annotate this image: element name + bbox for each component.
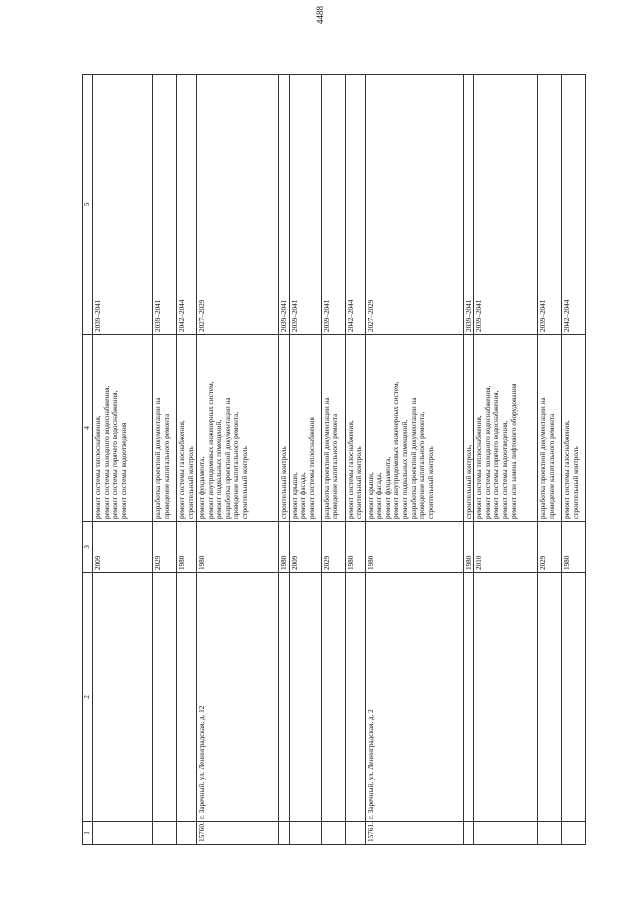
cell-c2 <box>538 573 562 822</box>
cell-c2: г. Заречный, ул. Ленинградская, д. 12 <box>197 573 279 822</box>
cell-c4: разработка проектной документации на проведение капитального ремонта <box>321 335 345 522</box>
table-row <box>463 75 474 845</box>
table-row <box>365 75 463 845</box>
cell-c2 <box>153 573 177 822</box>
header-row <box>83 75 93 845</box>
cell-c5: 2039–2041 <box>321 75 345 335</box>
cell-c5: 2042–2044 <box>345 75 365 335</box>
cell-c3: 1980 <box>365 522 463 573</box>
cell-c4: строительный контроль <box>279 335 290 522</box>
cell-c2 <box>279 573 290 822</box>
header-col-5: 5 <box>83 75 93 335</box>
repair-schedule-table <box>82 74 586 845</box>
table-body <box>93 75 586 845</box>
cell-c2 <box>474 573 538 822</box>
header-col-1: 1 <box>83 822 93 845</box>
cell-c3: 2029 <box>321 522 345 573</box>
cell-c1 <box>321 822 345 845</box>
table-row <box>538 75 562 845</box>
page-number: 4488 <box>315 6 325 24</box>
header-col-2: 2 <box>83 573 93 822</box>
header-col-4: 4 <box>83 335 93 522</box>
cell-c5: 2042–2044 <box>177 75 197 335</box>
cell-c1 <box>562 822 586 845</box>
cell-c1 <box>279 822 290 845</box>
cell-c5: 2039–2041 <box>153 75 177 335</box>
cell-c3: 1980 <box>279 522 290 573</box>
cell-c1 <box>538 822 562 845</box>
cell-c2 <box>177 573 197 822</box>
table-row <box>289 75 321 845</box>
cell-c4: ремонт крыши, ремонт фасада, ремонт фундамента, ремонт внутридомовых инженерных систем, ремонт подвальных помещений, разработка проектной документации на проведение капитального ремонта, строительный контроль <box>365 335 463 522</box>
cell-c2 <box>289 573 321 822</box>
cell-c4: ремонт системы теплоснабжения, ремонт системы холодного водоснабжения, ремонт системы горячего водоснабжения, ремонт системы водоотведения <box>93 335 153 522</box>
cell-c1: 15761. <box>365 822 463 845</box>
cell-c3: 1980 <box>345 522 365 573</box>
cell-c1 <box>153 822 177 845</box>
cell-c5: 2039–2041 <box>93 75 153 335</box>
cell-c2 <box>93 573 153 822</box>
cell-c1 <box>93 822 153 845</box>
table-row <box>153 75 177 845</box>
cell-c3: 2010 <box>474 522 538 573</box>
cell-c3: 1980 <box>562 522 586 573</box>
cell-c3: 2009 <box>289 522 321 573</box>
cell-c3: 2029 <box>153 522 177 573</box>
cell-c2 <box>321 573 345 822</box>
cell-c1: 15760. <box>197 822 279 845</box>
cell-c3: 1980 <box>177 522 197 573</box>
cell-c4: ремонт крыши, ремонт фасада, ремонт системы теплоснабжения <box>289 335 321 522</box>
page-number-area <box>0 6 640 28</box>
table-row <box>93 75 153 845</box>
cell-c2: г. Заречный, ул. Ленинградская, д. 2 <box>365 573 463 822</box>
cell-c1 <box>177 822 197 845</box>
cell-c4: ремонт фундамента, ремонт внутридомовых инженерных систем, ремонт подвальных помещений, разработка проектной документации на проведение капитального ремонта, строительный контроль <box>197 335 279 522</box>
cell-c1 <box>474 822 538 845</box>
table-row <box>562 75 586 845</box>
cell-c5: 2039–2041 <box>463 75 474 335</box>
cell-c4: ремонт системы теплоснабжения, ремонт системы холодного водоснабжения, ремонт системы горячего водоснабжения, ремонт системы водоотведения, ремонт или замена лифтового оборудования <box>474 335 538 522</box>
cell-c4: разработка проектной документации на проведение капитального ремонта <box>153 335 177 522</box>
cell-c5: 2027–2029 <box>365 75 463 335</box>
cell-c1 <box>463 822 474 845</box>
cell-c4: строительный контроль, <box>463 335 474 522</box>
cell-c3: 1980 <box>463 522 474 573</box>
cell-c5: 2027–2029 <box>197 75 279 335</box>
cell-c1 <box>345 822 365 845</box>
cell-c4: ремонт системы газоснабжения, строительный контроль <box>345 335 365 522</box>
table-row <box>474 75 538 845</box>
table-row <box>345 75 365 845</box>
cell-c5: 2042–2044 <box>562 75 586 335</box>
cell-c3: 2009 <box>93 522 153 573</box>
table-row <box>321 75 345 845</box>
cell-c5: 2039–2041 <box>538 75 562 335</box>
cell-c4: ремонт системы газоснабжения, строительный контроль <box>177 335 197 522</box>
cell-c5: 2039–2041 <box>474 75 538 335</box>
cell-c5: 2039–2041 <box>289 75 321 335</box>
cell-c4: ремонт системы газоснабжения, строительный контроль <box>562 335 586 522</box>
cell-c2 <box>345 573 365 822</box>
cell-c4: разработка проектной документации на проведение капитального ремонта <box>538 335 562 522</box>
cell-c1 <box>289 822 321 845</box>
cell-c2 <box>463 573 474 822</box>
cell-c3: 2029 <box>538 522 562 573</box>
cell-c3: 1980 <box>197 522 279 573</box>
table-row <box>177 75 197 845</box>
table-row <box>197 75 279 845</box>
header-col-3: 3 <box>83 522 93 573</box>
cell-c5: 2039–2041 <box>279 75 290 335</box>
rotated-table-container <box>82 80 580 845</box>
table-row <box>279 75 290 845</box>
cell-c2 <box>562 573 586 822</box>
